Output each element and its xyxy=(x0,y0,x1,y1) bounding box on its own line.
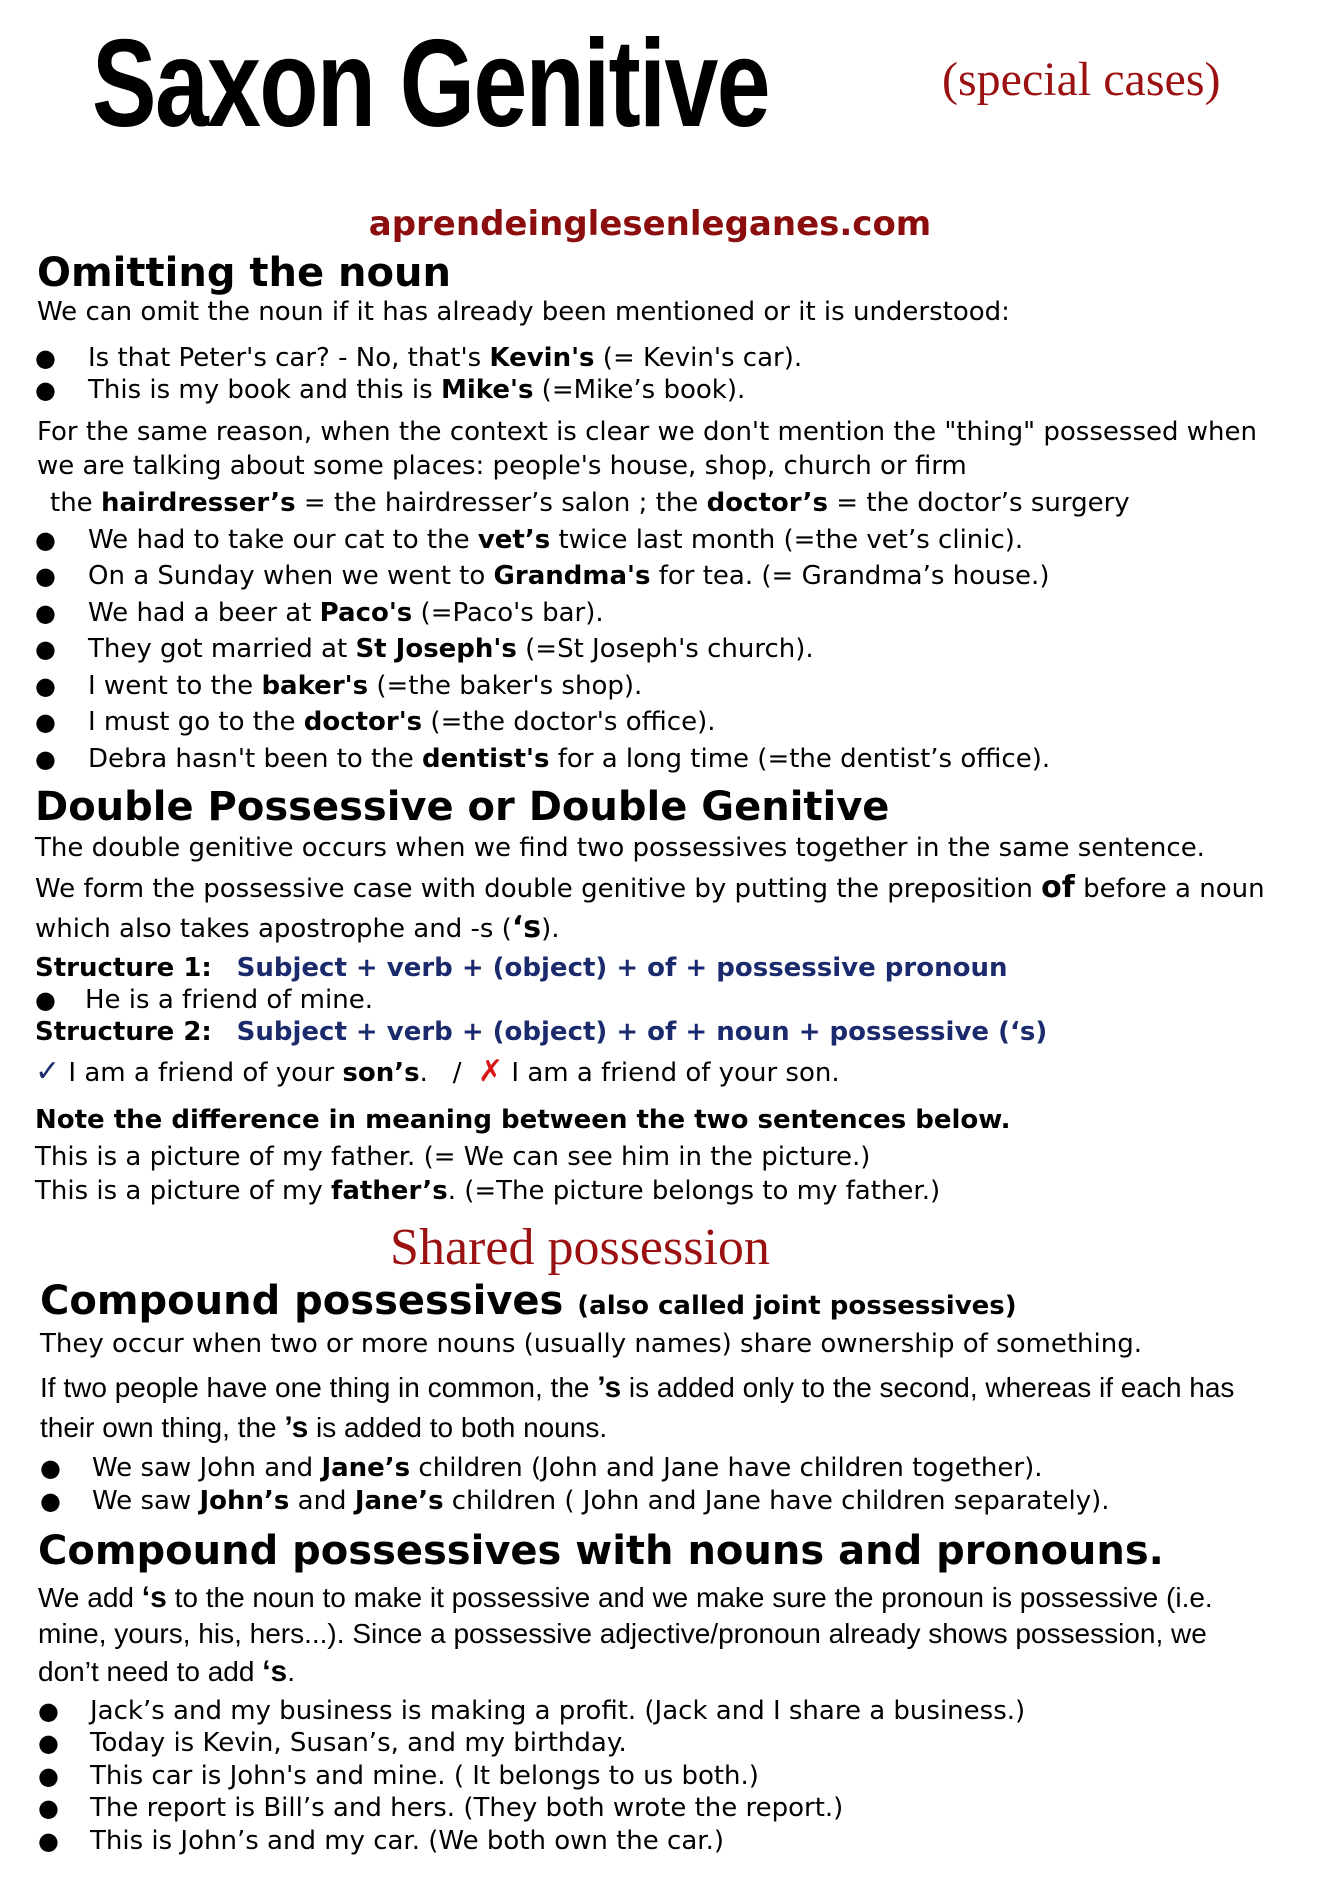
bullet-icon: ● xyxy=(35,599,56,627)
page-subtitle: (special cases) xyxy=(942,53,1221,106)
compound-line-1: They occur when two or more nouns (usually names) share ownership of something. xyxy=(40,1329,1142,1359)
double-line-1: The double genitive occurs when we find two possessives together in the same sentence. xyxy=(35,833,1205,863)
compound-example-1: We saw John and Jane’s children (John and Jane have children together). xyxy=(92,1453,1043,1483)
structure-1: Structure 1: Subject + verb + (object) + of + possessive pronoun xyxy=(35,953,1008,983)
correct-incorrect-line: ✓ I am a friend of your son’s. / ✗ I am a friend of your son. xyxy=(35,1054,840,1089)
place-example: On a Sunday when we went to Grandma's for tea. (= Grandma’s house.) xyxy=(88,561,1050,591)
section-heading-double: Double Possessive or Double Genitive xyxy=(35,784,890,830)
difference-line-1: This is a picture of my father. (= We can see him in the picture.) xyxy=(35,1142,871,1172)
bullet-icon: ● xyxy=(40,1454,61,1482)
compound-example-2: We saw John’s and Jane’s children ( John and Jane have children separately). xyxy=(92,1486,1110,1516)
pronoun-example: This is John’s and my car. (We both own the car.) xyxy=(90,1826,724,1856)
structure-2: Structure 2: Subject + verb + (object) + of + noun + possessive (‘s) xyxy=(35,1017,1048,1047)
bullet-icon: ● xyxy=(38,1827,59,1855)
omitting-example-1: Is that Peter's car? - No, that's Kevin's (= Kevin's car). xyxy=(88,343,803,373)
double-line-2: We form the possessive case with double genitive by putting the preposition of before a noun xyxy=(35,870,1265,905)
bullet-icon: ● xyxy=(35,526,56,554)
omitting-example-2: This is my book and this is Mike's (=Mike’s book). xyxy=(88,375,746,405)
page-title: Saxon Genitive xyxy=(92,15,769,153)
place-example: I went to the baker's (=the baker's shop). xyxy=(88,671,643,701)
bullet-icon: ● xyxy=(35,672,56,700)
bullet-icon: ● xyxy=(35,708,56,736)
pronoun-example: Today is Kevin, Susan’s, and my birthday. xyxy=(90,1728,627,1758)
bullet-icon: ● xyxy=(35,376,56,404)
pronoun-example: This car is John's and mine. ( It belongs to us both.) xyxy=(90,1761,759,1791)
shared-possession-heading: Shared possession xyxy=(390,1219,770,1276)
structure-1-example: He is a friend of mine. xyxy=(85,985,373,1015)
pronouns-line-2: mine, yours, his, hers...). Since a possessive adjective/pronoun already shows possession, we xyxy=(38,1618,1207,1649)
bullet-icon: ● xyxy=(38,1697,59,1725)
section-heading-compound: Compound possessives (also called joint possessives) xyxy=(40,1278,1017,1324)
section-heading-pronouns: Compound possessives with nouns and pronouns. xyxy=(38,1528,1164,1574)
bullet-icon: ● xyxy=(35,344,56,372)
compound-line-3: their own thing, the ’s is added to both nouns. xyxy=(40,1411,608,1444)
bullet-icon: ● xyxy=(40,1487,61,1515)
place-example: We had a beer at Paco's (=Paco's bar). xyxy=(88,598,604,628)
bullet-icon: ● xyxy=(35,986,56,1014)
section-heading-omitting: Omitting the noun xyxy=(37,250,451,296)
pronoun-example: Jack’s and my business is making a profit. (Jack and I share a business.) xyxy=(90,1696,1026,1726)
bullet-icon: ● xyxy=(35,635,56,663)
place-example: They got married at St Joseph's (=St Joseph's church). xyxy=(88,634,814,664)
compound-line-2: If two people have one thing in common, the ’s is added only to the second, whereas if each has xyxy=(40,1371,1235,1404)
reason-line-1: For the same reason, when the context is clear we don't mention the "thing" possessed when xyxy=(37,417,1257,447)
place-example: We had to take our cat to the vet’s twice last month (=the vet’s clinic). xyxy=(88,525,1024,555)
pronouns-line-3: don’t need to add ‘s. xyxy=(38,1655,296,1688)
reason-line-2: we are talking about some places: people's house, shop, church or firm xyxy=(37,451,967,481)
bullet-icon: ● xyxy=(35,562,56,590)
bullet-icon: ● xyxy=(38,1762,59,1790)
pronouns-line-1: We add ‘s to the noun to make it possessive and we make sure the pronoun is possessive (i.e. xyxy=(38,1581,1213,1614)
places-line: the hairdresser’s = the hairdresser’s salon ; the doctor’s = the doctor’s surgery xyxy=(50,488,1130,518)
double-line-3: which also takes apostrophe and -s (‘s). xyxy=(35,910,560,945)
bullet-icon: ● xyxy=(38,1729,59,1757)
omitting-intro: We can omit the noun if it has already been mentioned or it is understood: xyxy=(37,297,1010,327)
cross-icon: ✗ xyxy=(477,1054,504,1089)
bullet-icon: ● xyxy=(35,745,56,773)
pronoun-example: The report is Bill’s and hers. (They both wrote the report.) xyxy=(90,1793,844,1823)
note-line: Note the difference in meaning between the two sentences below. xyxy=(35,1105,1011,1135)
place-example: I must go to the doctor's (=the doctor's office). xyxy=(88,707,716,737)
bullet-icon: ● xyxy=(38,1794,59,1822)
place-example: Debra hasn't been to the dentist's for a long time (=the dentist’s office). xyxy=(88,744,1051,774)
difference-line-2: This is a picture of my father’s. (=The picture belongs to my father.) xyxy=(35,1176,941,1206)
website-label: aprendeinglesenleganes.com xyxy=(368,204,932,244)
check-icon: ✓ xyxy=(35,1054,61,1089)
